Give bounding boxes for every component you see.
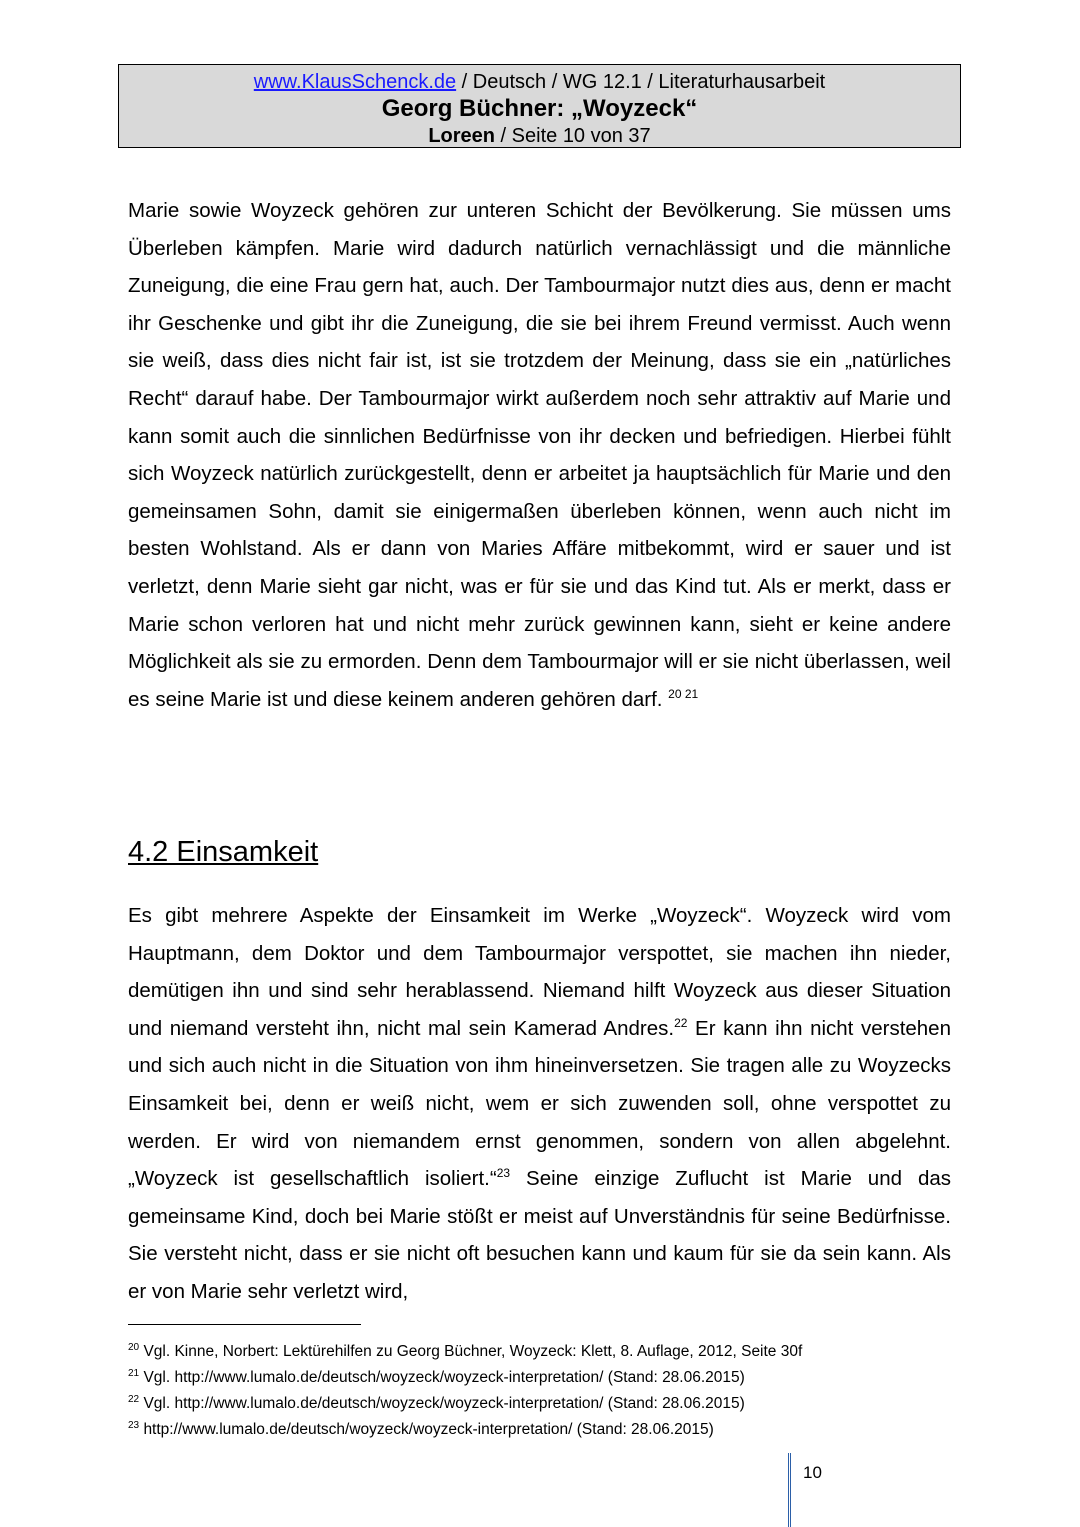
paragraph-2-text-c: Seine einzige Zuflucht ist Marie und das gemeinsame Kind, doch bei Marie stößt er meist auf Unverständnis für seine Bedürfnisse. Sie versteht nicht, dass er sie nicht oft besuchen kann und kaum für sie da sein kann. Als er von Marie sehr verletzt wird, bbox=[128, 1167, 951, 1303]
footnote-number: 22 bbox=[128, 1394, 140, 1406]
body-paragraph-2 bbox=[128, 897, 951, 1311]
section-heading: 4.2 Einsamkeit bbox=[128, 836, 319, 868]
footnote-item bbox=[128, 1389, 988, 1415]
header-source-line bbox=[119, 69, 960, 95]
page-info: / Seite 10 von 37 bbox=[495, 125, 651, 147]
footnote-item bbox=[128, 1415, 988, 1441]
page-number-block bbox=[788, 1453, 822, 1527]
footnote-text: http://www.lumalo.de/deutsch/woyzeck/woyzeck-interpretation/ (Stand: 28.06.2015) bbox=[143, 1421, 714, 1439]
body-paragraph-1 bbox=[128, 192, 951, 718]
footnote-number: 23 bbox=[128, 1420, 140, 1432]
footnote-text: Vgl. http://www.lumalo.de/deutsch/woyzeck/woyzeck-interpretation/ (Stand: 28.06.2015) bbox=[143, 1369, 745, 1387]
paragraph-1-text: Marie sowie Woyzeck gehören zur unteren Schicht der Bevölkerung. Sie müssen ums Überleben kämpfen. Marie wird dadurch natürlich vernachlässigt und die männliche Zuneigung, die eine Frau gern hat, auch. Der Tambourmajor nutzt dies aus, denn er macht ihr Geschenke und gibt ihr die Zuneigung, die sie bei ihrem Freund vermisst. Auch wenn sie weiß, dass dies nicht fair ist, ist sie trotzdem der Meinung, dass sie ein „natürliches Recht“ darauf habe. Der Tambourmajor wirkt außerdem noch sehr attraktiv auf Marie und kann somit auch die sinnlichen Bedürfnisse von ihr decken und befriedigen. Hierbei fühlt sich Woyzeck natürlich zurückgestellt, denn er arbeitet ja hauptsächlich für Marie und den gemeinsamen Sohn, damit sie einigermaßen überleben können, wenn auch nicht im besten Wohlstand. Als er dann von Maries Affäre mitbekommt, wird er sauer und ist verletzt, denn Marie sieht gar nicht, was er für sie und das Kind tut. Als er merkt, dass er Marie schon verloren hat und nicht mehr zurück gewinnen kann, sieht er keine andere Möglichkeit als sie zu ermorden. Denn dem Tambourmajor will er sie nicht überlassen, weil es seine Marie ist und diese keinem anderen gehören darf. bbox=[128, 199, 951, 711]
paragraph-2-text-b: Er kann ihn nicht verstehen und sich auch nicht in die Situation von ihm hineinversetzen. Sie tragen alle zu Woyzecks Einsamkeit bei, denn er weiß nicht, wem er sich zuwenden soll, ohne verspottet zu werden. Er wird von niemandem ernst genommen, sondern von allen abgelehnt. „Woyzeck ist gesellschaftlich isoliert.“ bbox=[128, 1016, 951, 1191]
footnote-separator bbox=[128, 1324, 361, 1325]
author-name: Loreen bbox=[428, 125, 495, 147]
website-link[interactable]: www.KlausSchenck.de bbox=[253, 71, 457, 93]
footnote-ref-22[interactable]: 22 bbox=[674, 1015, 688, 1030]
paragraph-2-text-a: Es gibt mehrere Aspekte der Einsamkeit im Werke „Woyzeck“. Woyzeck wird vom Hauptmann, dem Doktor und dem Tambourmajor verspottet, sie machen ihn nieder, demütigen ihn und sind sehr herablassend. Niemand hilft Woyzeck aus dieser Situation und niemand versteht ihn, nicht mal sein Kamerad Andres. bbox=[128, 904, 951, 1040]
footnote-item bbox=[128, 1337, 988, 1363]
header-author-line bbox=[119, 123, 960, 149]
page-number: 10 bbox=[803, 1463, 822, 1482]
footnotes bbox=[128, 1337, 988, 1442]
footnote-number: 21 bbox=[128, 1368, 140, 1380]
footnote-ref-23[interactable]: 23 bbox=[496, 1166, 511, 1181]
footnote-text: Vgl. http://www.lumalo.de/deutsch/woyzeck/woyzeck-interpretation/ (Stand: 28.06.2015) bbox=[143, 1395, 745, 1413]
page-header bbox=[118, 64, 961, 148]
footnote-text: Vgl. Kinne, Norbert: Lektürehilfen zu Georg Büchner, Woyzeck: Klett, 8. Auflage, 2012, Seite 30f bbox=[143, 1343, 803, 1361]
header-path: / Deutsch / WG 12.1 / Literaturhausarbeit bbox=[456, 71, 826, 93]
footnote-refs-20-21[interactable]: 20 21 bbox=[668, 686, 699, 701]
document-title: Georg Büchner: „Woyzeck“ bbox=[381, 95, 698, 122]
footnote-item bbox=[128, 1363, 988, 1389]
footnote-number: 20 bbox=[128, 1342, 140, 1353]
